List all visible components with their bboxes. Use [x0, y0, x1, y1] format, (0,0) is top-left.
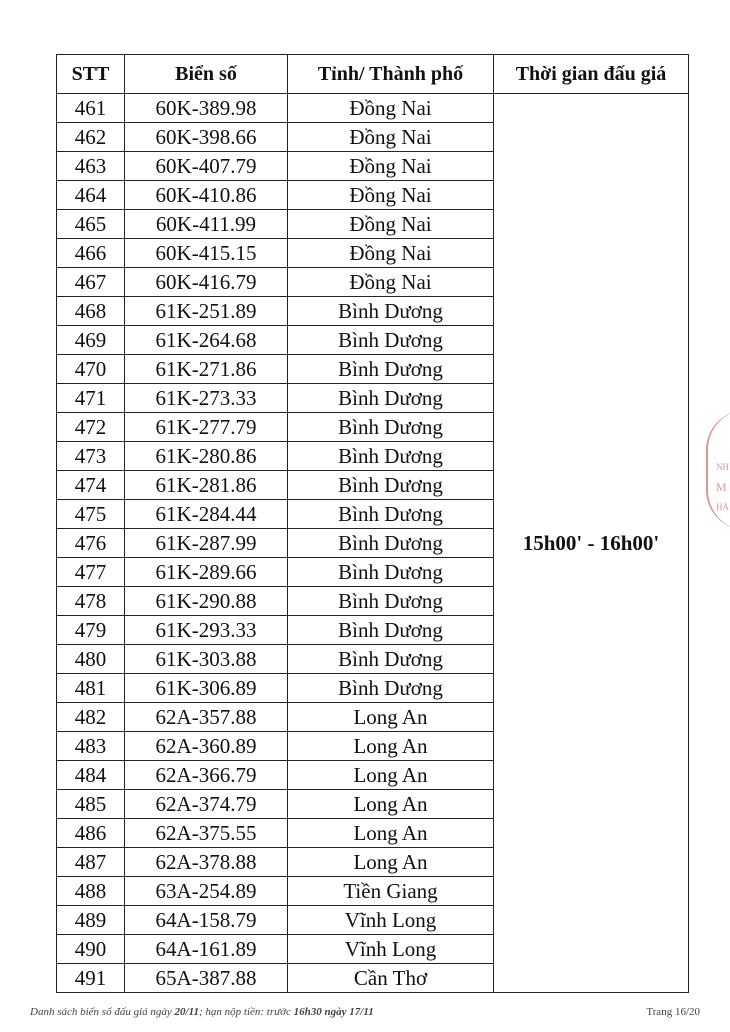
- cell-plate-number: 61K-271.86: [125, 355, 288, 384]
- cell-plate-number: 62A-374.79: [125, 790, 288, 819]
- cell-province: Bình Dương: [288, 471, 494, 500]
- stamp-fragment: NH: [716, 462, 729, 472]
- header-plate-number: Biển số: [125, 55, 288, 94]
- cell-plate-number: 61K-303.88: [125, 645, 288, 674]
- cell-province: Tiền Giang: [288, 877, 494, 906]
- cell-province: Long An: [288, 703, 494, 732]
- cell-province: Bình Dương: [288, 616, 494, 645]
- cell-province: Đồng Nai: [288, 181, 494, 210]
- cell-stt: 471: [57, 384, 125, 413]
- cell-stt: 473: [57, 442, 125, 471]
- cell-stt: 470: [57, 355, 125, 384]
- cell-plate-number: 60K-407.79: [125, 152, 288, 181]
- header-auction-time: Thời gian đấu giá: [494, 55, 689, 94]
- cell-stt: 474: [57, 471, 125, 500]
- cell-province: Bình Dương: [288, 297, 494, 326]
- cell-plate-number: 63A-254.89: [125, 877, 288, 906]
- cell-province: Bình Dương: [288, 674, 494, 703]
- auction-plates-table: [56, 54, 689, 993]
- cell-province: Long An: [288, 848, 494, 877]
- cell-plate-number: 61K-264.68: [125, 326, 288, 355]
- cell-plate-number: 64A-161.89: [125, 935, 288, 964]
- cell-plate-number: 61K-306.89: [125, 674, 288, 703]
- cell-plate-number: 61K-281.86: [125, 471, 288, 500]
- cell-plate-number: 61K-290.88: [125, 587, 288, 616]
- cell-stt: 478: [57, 587, 125, 616]
- table-header-row: [57, 55, 689, 94]
- cell-plate-number: 61K-280.86: [125, 442, 288, 471]
- cell-plate-number: 64A-158.79: [125, 906, 288, 935]
- cell-province: Bình Dương: [288, 442, 494, 471]
- cell-stt: 490: [57, 935, 125, 964]
- cell-province: Bình Dương: [288, 500, 494, 529]
- header-province: Tỉnh/ Thành phố: [288, 55, 494, 94]
- cell-province: Đồng Nai: [288, 239, 494, 268]
- cell-province: Đồng Nai: [288, 94, 494, 123]
- footer-note-deadline: 16h30 ngày 17/11: [293, 1006, 374, 1018]
- cell-plate-number: 62A-378.88: [125, 848, 288, 877]
- cell-province: Bình Dương: [288, 326, 494, 355]
- cell-plate-number: 60K-398.66: [125, 123, 288, 152]
- cell-stt: 467: [57, 268, 125, 297]
- cell-plate-number: 61K-293.33: [125, 616, 288, 645]
- cell-province: Đồng Nai: [288, 268, 494, 297]
- cell-province: Bình Dương: [288, 384, 494, 413]
- footer-note-date: 20/11: [174, 1006, 199, 1018]
- cell-stt: 479: [57, 616, 125, 645]
- cell-stt: 465: [57, 210, 125, 239]
- cell-stt: 461: [57, 94, 125, 123]
- cell-province: Vĩnh Long: [288, 906, 494, 935]
- cell-province: Đồng Nai: [288, 123, 494, 152]
- cell-province: Bình Dương: [288, 587, 494, 616]
- cell-province: Vĩnh Long: [288, 935, 494, 964]
- cell-plate-number: 61K-284.44: [125, 500, 288, 529]
- cell-stt: 491: [57, 964, 125, 993]
- cell-stt: 481: [57, 674, 125, 703]
- cell-stt: 483: [57, 732, 125, 761]
- cell-stt: 489: [57, 906, 125, 935]
- cell-stt: 475: [57, 500, 125, 529]
- cell-province: Cần Thơ: [288, 964, 494, 993]
- stamp-fragment: HÀ: [716, 502, 729, 512]
- footer-note: [30, 1006, 374, 1018]
- cell-stt: 482: [57, 703, 125, 732]
- cell-plate-number: 65A-387.88: [125, 964, 288, 993]
- cell-plate-number: 60K-416.79: [125, 268, 288, 297]
- cell-plate-number: 62A-357.88: [125, 703, 288, 732]
- cell-stt: 477: [57, 558, 125, 587]
- cell-province: Bình Dương: [288, 558, 494, 587]
- cell-province: Long An: [288, 732, 494, 761]
- cell-plate-number: 62A-366.79: [125, 761, 288, 790]
- cell-plate-number: 60K-415.15: [125, 239, 288, 268]
- cell-province: Bình Dương: [288, 355, 494, 384]
- cell-plate-number: 60K-389.98: [125, 94, 288, 123]
- header-stt: STT: [57, 55, 125, 94]
- cell-stt: 464: [57, 181, 125, 210]
- cell-plate-number: 60K-410.86: [125, 181, 288, 210]
- cell-stt: 476: [57, 529, 125, 558]
- cell-stt: 463: [57, 152, 125, 181]
- red-seal-stamp: [706, 410, 730, 530]
- cell-plate-number: 61K-273.33: [125, 384, 288, 413]
- cell-stt: 480: [57, 645, 125, 674]
- page-footer: [30, 1006, 700, 1024]
- cell-province: Long An: [288, 819, 494, 848]
- cell-plate-number: 61K-277.79: [125, 413, 288, 442]
- footer-note-mid: ; hạn nộp tiền: trước: [198, 1006, 294, 1018]
- cell-province: Long An: [288, 761, 494, 790]
- page-number: Trang 16/20: [646, 1006, 700, 1018]
- cell-province: Bình Dương: [288, 645, 494, 674]
- cell-stt: 487: [57, 848, 125, 877]
- cell-stt: 462: [57, 123, 125, 152]
- cell-stt: 468: [57, 297, 125, 326]
- cell-plate-number: 62A-360.89: [125, 732, 288, 761]
- cell-stt: 472: [57, 413, 125, 442]
- footer-note-prefix: Danh sách biển số đấu giá ngày: [30, 1006, 175, 1018]
- cell-stt: 488: [57, 877, 125, 906]
- table-row: [57, 94, 689, 123]
- cell-plate-number: 61K-287.99: [125, 529, 288, 558]
- cell-plate-number: 62A-375.55: [125, 819, 288, 848]
- cell-stt: 466: [57, 239, 125, 268]
- cell-stt: 484: [57, 761, 125, 790]
- cell-province: Đồng Nai: [288, 210, 494, 239]
- cell-plate-number: 61K-251.89: [125, 297, 288, 326]
- cell-province: Bình Dương: [288, 529, 494, 558]
- cell-stt: 486: [57, 819, 125, 848]
- cell-province: Long An: [288, 790, 494, 819]
- cell-province: Đồng Nai: [288, 152, 494, 181]
- cell-plate-number: 61K-289.66: [125, 558, 288, 587]
- cell-stt: 469: [57, 326, 125, 355]
- stamp-fragment: M: [716, 480, 727, 494]
- cell-auction-time: 15h00' - 16h00': [494, 94, 689, 993]
- cell-province: Bình Dương: [288, 413, 494, 442]
- cell-plate-number: 60K-411.99: [125, 210, 288, 239]
- cell-stt: 485: [57, 790, 125, 819]
